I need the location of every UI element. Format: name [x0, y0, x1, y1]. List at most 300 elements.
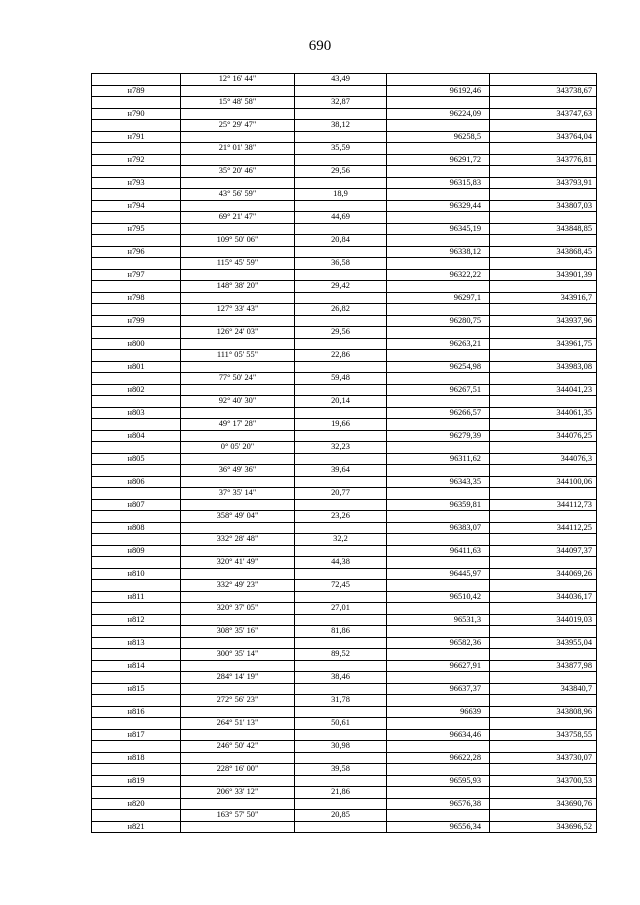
point-row	[92, 821, 597, 833]
x-coordinate-cell: 96291,72	[387, 154, 490, 166]
point-name-cell: н802	[92, 384, 181, 396]
segment-row	[92, 442, 597, 454]
point-cell-empty	[92, 143, 181, 155]
segment-row	[92, 534, 597, 546]
point-row	[92, 384, 597, 396]
point-cell-empty	[92, 396, 181, 408]
distance-cell-empty	[295, 223, 387, 235]
point-cell-empty	[92, 442, 181, 454]
point-name-cell: н813	[92, 637, 181, 649]
y-coordinate-cell: 344112,25	[490, 522, 597, 534]
y-coordinate-cell: 343730,07	[490, 752, 597, 764]
distance-cell: 26,82	[295, 304, 387, 316]
point-row	[92, 361, 597, 373]
distance-cell: 29,56	[295, 166, 387, 178]
x-cell-empty	[387, 695, 490, 707]
point-row	[92, 430, 597, 442]
y-coordinate-cell: 343696,52	[490, 821, 597, 833]
angle-cell-empty	[181, 246, 295, 258]
x-cell-empty	[387, 718, 490, 730]
angle-cell-empty	[181, 361, 295, 373]
angle-cell-empty	[181, 660, 295, 672]
distance-cell-empty	[295, 315, 387, 327]
distance-cell: 20,85	[295, 810, 387, 822]
y-cell-empty	[490, 373, 597, 385]
point-name-cell: н814	[92, 660, 181, 672]
point-row	[92, 200, 597, 212]
point-cell-empty	[92, 764, 181, 776]
x-cell-empty	[387, 442, 490, 454]
angle-cell: 272° 56' 23"	[181, 695, 295, 707]
segment-row	[92, 557, 597, 569]
point-row	[92, 223, 597, 235]
point-row	[92, 775, 597, 787]
x-coordinate-cell: 96329,44	[387, 200, 490, 212]
y-coordinate-cell: 343937,96	[490, 315, 597, 327]
distance-cell-empty	[295, 85, 387, 97]
segment-row	[92, 396, 597, 408]
angle-cell: 35° 20' 46"	[181, 166, 295, 178]
point-cell-empty	[92, 741, 181, 753]
x-coordinate-cell: 96582,36	[387, 637, 490, 649]
point-name-cell: н795	[92, 223, 181, 235]
segment-row	[92, 304, 597, 316]
distance-cell-empty	[295, 568, 387, 580]
y-coordinate-cell: 343738,67	[490, 85, 597, 97]
distance-cell-empty	[295, 591, 387, 603]
point-cell-empty	[92, 166, 181, 178]
angle-cell-empty	[181, 154, 295, 166]
distance-cell: 81,86	[295, 626, 387, 638]
x-cell-empty	[387, 212, 490, 224]
segment-row	[92, 649, 597, 661]
point-row	[92, 338, 597, 350]
y-coordinate-cell: 343808,96	[490, 706, 597, 718]
y-cell-empty	[490, 166, 597, 178]
angle-cell-empty	[181, 453, 295, 465]
x-coordinate-cell: 96280,75	[387, 315, 490, 327]
angle-cell-empty	[181, 752, 295, 764]
point-row	[92, 453, 597, 465]
point-row	[92, 154, 597, 166]
distance-cell: 38,46	[295, 672, 387, 684]
segment-row	[92, 580, 597, 592]
segment-row	[92, 258, 597, 270]
point-name-cell: н806	[92, 476, 181, 488]
x-cell-empty	[387, 511, 490, 523]
angle-cell-empty	[181, 292, 295, 304]
point-cell-empty	[92, 580, 181, 592]
y-coordinate-cell: 343840,7	[490, 683, 597, 695]
distance-cell-empty	[295, 706, 387, 718]
point-row	[92, 292, 597, 304]
point-row	[92, 85, 597, 97]
y-cell-empty	[490, 787, 597, 799]
segment-row	[92, 419, 597, 431]
point-name-cell: н811	[92, 591, 181, 603]
point-name-cell: н793	[92, 177, 181, 189]
point-name-cell: н804	[92, 430, 181, 442]
point-row	[92, 131, 597, 143]
x-coordinate-cell: 96576,38	[387, 798, 490, 810]
distance-cell: 21,86	[295, 787, 387, 799]
distance-cell-empty	[295, 798, 387, 810]
angle-cell: 69° 21' 47"	[181, 212, 295, 224]
page-number: 690	[308, 38, 332, 54]
point-row	[92, 269, 597, 281]
point-name-cell: н812	[92, 614, 181, 626]
segment-row	[92, 626, 597, 638]
distance-cell-empty	[295, 338, 387, 350]
y-cell-empty	[490, 304, 597, 316]
x-cell-empty	[387, 764, 490, 776]
distance-cell-empty	[295, 729, 387, 741]
x-coordinate-cell: 96322,22	[387, 269, 490, 281]
x-cell-empty	[387, 787, 490, 799]
angle-cell: 0° 05' 20"	[181, 442, 295, 454]
x-cell-empty	[387, 603, 490, 615]
angle-cell: 246° 50' 42"	[181, 741, 295, 753]
angle-cell: 12° 16' 44"	[181, 74, 295, 86]
point-cell-empty	[92, 465, 181, 477]
segment-row	[92, 189, 597, 201]
distance-cell: 22,86	[295, 350, 387, 362]
y-cell-empty	[490, 695, 597, 707]
distance-cell-empty	[295, 384, 387, 396]
angle-cell-empty	[181, 85, 295, 97]
x-coordinate-cell: 96345,19	[387, 223, 490, 235]
point-name-cell: н803	[92, 407, 181, 419]
angle-cell: 320° 37' 05"	[181, 603, 295, 615]
distance-cell: 23,26	[295, 511, 387, 523]
point-row	[92, 752, 597, 764]
segment-row	[92, 97, 597, 109]
x-cell-empty	[387, 741, 490, 753]
point-name-cell: н799	[92, 315, 181, 327]
distance-cell-empty	[295, 821, 387, 833]
point-cell-empty	[92, 74, 181, 86]
distance-cell: 39,64	[295, 465, 387, 477]
x-coordinate-cell: 96411,63	[387, 545, 490, 557]
distance-cell-empty	[295, 200, 387, 212]
segment-row	[92, 741, 597, 753]
point-row	[92, 683, 597, 695]
point-row	[92, 177, 597, 189]
point-cell-empty	[92, 488, 181, 500]
segment-row	[92, 373, 597, 385]
angle-cell: 37° 35' 14"	[181, 488, 295, 500]
segment-row	[92, 235, 597, 247]
x-coordinate-cell: 96383,07	[387, 522, 490, 534]
angle-cell-empty	[181, 200, 295, 212]
distance-cell-empty	[295, 154, 387, 166]
segment-row	[92, 212, 597, 224]
y-cell-empty	[490, 97, 597, 109]
angle-cell: 148° 38' 20"	[181, 281, 295, 293]
angle-cell-empty	[181, 476, 295, 488]
point-name-cell: н796	[92, 246, 181, 258]
angle-cell-empty	[181, 798, 295, 810]
point-name-cell: н805	[92, 453, 181, 465]
point-row	[92, 706, 597, 718]
point-name-cell: н794	[92, 200, 181, 212]
y-coordinate-cell: 343793,91	[490, 177, 597, 189]
angle-cell-empty	[181, 706, 295, 718]
point-cell-empty	[92, 350, 181, 362]
point-name-cell: н801	[92, 361, 181, 373]
y-cell-empty	[490, 281, 597, 293]
distance-cell: 20,84	[295, 235, 387, 247]
x-coordinate-cell: 96343,35	[387, 476, 490, 488]
point-name-cell: н817	[92, 729, 181, 741]
angle-cell: 206° 33' 12"	[181, 787, 295, 799]
distance-cell-empty	[295, 108, 387, 120]
x-cell-empty	[387, 672, 490, 684]
x-cell-empty	[387, 626, 490, 638]
y-cell-empty	[490, 511, 597, 523]
x-coordinate-cell: 96556,34	[387, 821, 490, 833]
point-name-cell: н797	[92, 269, 181, 281]
angle-cell-empty	[181, 591, 295, 603]
y-coordinate-cell: 343868,45	[490, 246, 597, 258]
segment-row	[92, 488, 597, 500]
y-cell-empty	[490, 741, 597, 753]
distance-cell-empty	[295, 660, 387, 672]
point-name-cell: н798	[92, 292, 181, 304]
y-coordinate-cell: 343848,85	[490, 223, 597, 235]
y-coordinate-cell: 343764,04	[490, 131, 597, 143]
x-coordinate-cell: 96639	[387, 706, 490, 718]
segment-row	[92, 603, 597, 615]
segment-row	[92, 465, 597, 477]
point-row	[92, 729, 597, 741]
point-cell-empty	[92, 281, 181, 293]
x-cell-empty	[387, 74, 490, 86]
y-coordinate-cell: 343700,53	[490, 775, 597, 787]
distance-cell-empty	[295, 614, 387, 626]
y-coordinate-cell: 344069,26	[490, 568, 597, 580]
distance-cell-empty	[295, 775, 387, 787]
point-cell-empty	[92, 373, 181, 385]
point-row	[92, 660, 597, 672]
angle-cell: 332° 49' 23"	[181, 580, 295, 592]
x-cell-empty	[387, 235, 490, 247]
segment-row	[92, 511, 597, 523]
y-cell-empty	[490, 143, 597, 155]
distance-cell-empty	[295, 637, 387, 649]
y-cell-empty	[490, 120, 597, 132]
angle-cell: 228° 16' 00"	[181, 764, 295, 776]
distance-cell: 27,01	[295, 603, 387, 615]
point-cell-empty	[92, 327, 181, 339]
y-cell-empty	[490, 442, 597, 454]
segment-row	[92, 350, 597, 362]
distance-cell-empty	[295, 131, 387, 143]
distance-cell: 44,69	[295, 212, 387, 224]
y-coordinate-cell: 344076,3	[490, 453, 597, 465]
y-cell-empty	[490, 488, 597, 500]
point-name-cell: н792	[92, 154, 181, 166]
angle-cell-empty	[181, 338, 295, 350]
distance-cell-empty	[295, 752, 387, 764]
segment-row	[92, 143, 597, 155]
distance-cell-empty	[295, 453, 387, 465]
point-cell-empty	[92, 626, 181, 638]
segment-row	[92, 672, 597, 684]
x-coordinate-cell: 96279,39	[387, 430, 490, 442]
y-cell-empty	[490, 672, 597, 684]
distance-cell-empty	[295, 177, 387, 189]
distance-cell: 18,9	[295, 189, 387, 201]
x-cell-empty	[387, 810, 490, 822]
y-coordinate-cell: 343776,81	[490, 154, 597, 166]
x-cell-empty	[387, 304, 490, 316]
point-row	[92, 591, 597, 603]
point-cell-empty	[92, 120, 181, 132]
y-cell-empty	[490, 603, 597, 615]
angle-cell-empty	[181, 108, 295, 120]
point-row	[92, 108, 597, 120]
distance-cell: 43,49	[295, 74, 387, 86]
x-coordinate-cell: 96531,3	[387, 614, 490, 626]
y-cell-empty	[490, 649, 597, 661]
angle-cell: 126° 24' 03"	[181, 327, 295, 339]
angle-cell-empty	[181, 821, 295, 833]
x-coordinate-cell: 96359,81	[387, 499, 490, 511]
distance-cell: 44,38	[295, 557, 387, 569]
angle-cell-empty	[181, 177, 295, 189]
y-coordinate-cell: 344036,17	[490, 591, 597, 603]
x-cell-empty	[387, 488, 490, 500]
angle-cell: 49° 17' 28"	[181, 419, 295, 431]
y-cell-empty	[490, 764, 597, 776]
point-name-cell: н818	[92, 752, 181, 764]
x-coordinate-cell: 96258,5	[387, 131, 490, 143]
segment-row	[92, 74, 597, 86]
point-name-cell: н790	[92, 108, 181, 120]
y-coordinate-cell: 344019,03	[490, 614, 597, 626]
point-name-cell: н819	[92, 775, 181, 787]
point-row	[92, 476, 597, 488]
segment-row	[92, 787, 597, 799]
distance-cell-empty	[295, 407, 387, 419]
x-cell-empty	[387, 373, 490, 385]
y-coordinate-cell: 343807,03	[490, 200, 597, 212]
y-coordinate-cell: 343877,98	[490, 660, 597, 672]
distance-cell: 72,45	[295, 580, 387, 592]
x-coordinate-cell: 96266,57	[387, 407, 490, 419]
angle-cell-empty	[181, 545, 295, 557]
distance-cell-empty	[295, 683, 387, 695]
point-name-cell: н809	[92, 545, 181, 557]
point-cell-empty	[92, 97, 181, 109]
point-cell-empty	[92, 603, 181, 615]
y-cell-empty	[490, 534, 597, 546]
x-coordinate-cell: 96622,28	[387, 752, 490, 764]
angle-cell: 109° 50' 06"	[181, 235, 295, 247]
angle-cell: 300° 35' 14"	[181, 649, 295, 661]
distance-cell-empty	[295, 476, 387, 488]
y-coordinate-cell: 344097,37	[490, 545, 597, 557]
angle-cell: 127° 33' 43"	[181, 304, 295, 316]
x-coordinate-cell: 96224,09	[387, 108, 490, 120]
point-name-cell: н821	[92, 821, 181, 833]
point-name-cell: н815	[92, 683, 181, 695]
distance-cell: 19,66	[295, 419, 387, 431]
point-cell-empty	[92, 810, 181, 822]
y-cell-empty	[490, 212, 597, 224]
y-cell-empty	[490, 327, 597, 339]
angle-cell-empty	[181, 683, 295, 695]
distance-cell-empty	[295, 545, 387, 557]
angle-cell: 163° 57' 50"	[181, 810, 295, 822]
point-row	[92, 614, 597, 626]
point-cell-empty	[92, 534, 181, 546]
segment-row	[92, 327, 597, 339]
y-coordinate-cell: 343901,39	[490, 269, 597, 281]
y-cell-empty	[490, 465, 597, 477]
angle-cell-empty	[181, 430, 295, 442]
y-cell-empty	[490, 419, 597, 431]
point-row	[92, 798, 597, 810]
point-cell-empty	[92, 672, 181, 684]
angle-cell-empty	[181, 499, 295, 511]
segment-row	[92, 281, 597, 293]
distance-cell: 38,12	[295, 120, 387, 132]
y-coordinate-cell: 344112,73	[490, 499, 597, 511]
segment-row	[92, 166, 597, 178]
x-cell-empty	[387, 166, 490, 178]
point-name-cell: н789	[92, 85, 181, 97]
x-coordinate-cell: 96510,42	[387, 591, 490, 603]
point-name-cell: н816	[92, 706, 181, 718]
x-cell-empty	[387, 97, 490, 109]
x-cell-empty	[387, 419, 490, 431]
x-coordinate-cell: 96637,37	[387, 683, 490, 695]
y-cell-empty	[490, 580, 597, 592]
point-row	[92, 522, 597, 534]
angle-cell-empty	[181, 775, 295, 787]
point-cell-empty	[92, 557, 181, 569]
segment-row	[92, 120, 597, 132]
y-cell-empty	[490, 189, 597, 201]
y-coordinate-cell: 343961,75	[490, 338, 597, 350]
angle-cell: 77° 50' 24"	[181, 373, 295, 385]
y-cell-empty	[490, 74, 597, 86]
point-cell-empty	[92, 695, 181, 707]
y-coordinate-cell: 344041,23	[490, 384, 597, 396]
point-cell-empty	[92, 718, 181, 730]
point-cell-empty	[92, 787, 181, 799]
angle-cell: 358° 49' 04"	[181, 511, 295, 523]
angle-cell: 320° 41' 49"	[181, 557, 295, 569]
angle-cell-empty	[181, 568, 295, 580]
x-coordinate-cell: 96297,1	[387, 292, 490, 304]
angle-cell-empty	[181, 269, 295, 281]
x-coordinate-cell: 96267,51	[387, 384, 490, 396]
x-cell-empty	[387, 189, 490, 201]
distance-cell: 32,87	[295, 97, 387, 109]
segment-row	[92, 718, 597, 730]
y-coordinate-cell: 343747,63	[490, 108, 597, 120]
distance-cell: 31,78	[295, 695, 387, 707]
x-coordinate-cell: 96315,83	[387, 177, 490, 189]
point-cell-empty	[92, 189, 181, 201]
x-cell-empty	[387, 557, 490, 569]
x-coordinate-cell: 96192,46	[387, 85, 490, 97]
angle-cell: 25° 29' 47"	[181, 120, 295, 132]
angle-cell-empty	[181, 223, 295, 235]
